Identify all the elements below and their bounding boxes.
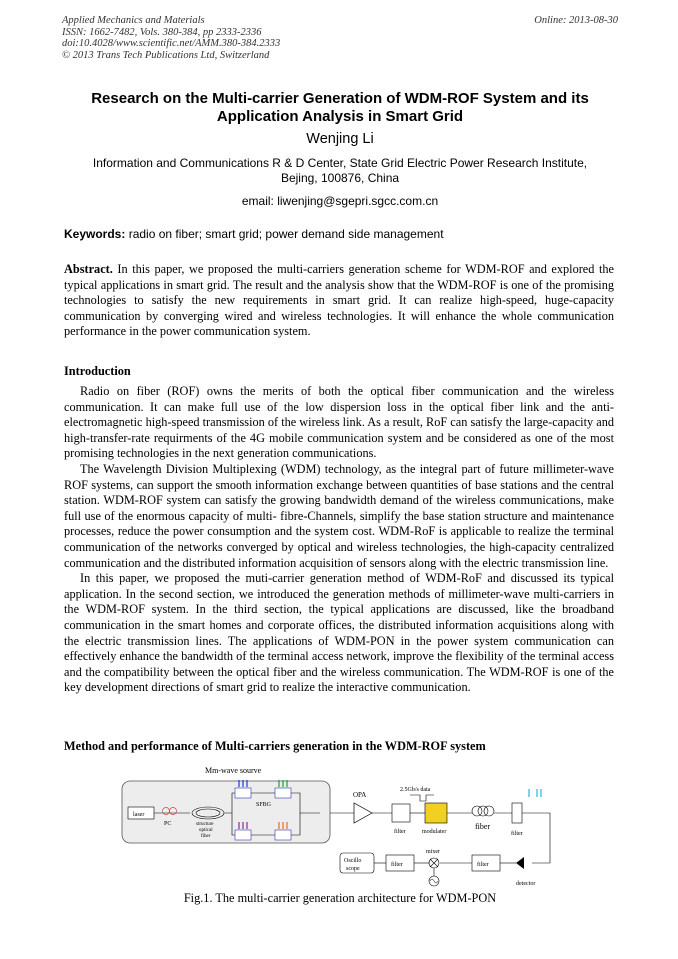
abstract [64,262,614,340]
sfbg-label: SFBG [256,802,272,808]
figure-caption: Fig.1. The multi-carrier generation architecture for WDM-PON [183,891,497,905]
filter-1 [392,804,410,822]
sfbg-2 [275,788,291,798]
opa-label: OPA [353,791,367,799]
fiber-small-label: fiber [201,834,211,839]
opa-amplifier-icon [354,803,372,823]
title-line-1: Research on the Multi-carrier Generation of WDM-ROF System and its [91,90,589,107]
online-date: Online: 2013-08-30 [534,15,618,26]
doi: doi:10.4028/www.scientific.net/AMM.380-384.2333 [62,38,281,49]
oscillo-label-2: scope [346,866,360,872]
detector-label: detector [516,881,536,887]
introduction [64,384,614,696]
issn: ISSN: 1662-7482, Vols. 380-384, pp 2333-2336 [62,26,262,38]
filter-1-label: filter [394,829,406,835]
intro-paragraph-2: The Wavelength Division Multiplexing (WDM) technology, as the integral part of future millimeter-wave ROF systems, can support the smooth information exchange between quantities of base stations and the central station. WDM-ROF system can satisfy the growing bandwidth demand of the wireless communications, make full use of the enormous capacity of multi- fibre-Channels, simplify the base station structure and maintenance processes, reduce the power consumption and the system cost. WDM-RoF is applicable to realize the terminal communication of the networks converged by optical and wireless technologies, the high-capacity centralized communication and the distributed information acquisition of sensors along with the electric transmission line. [64,461,614,570]
intro-heading: Introduction [64,364,131,378]
email: email: liwenjing@sgepri.sgcc.com.cn [241,194,439,208]
fiber-label: fiber [475,822,491,831]
method-heading: Method and performance of Multi-carriers generation in the WDM-ROF system [64,739,486,753]
filter-4-label: filter [391,862,403,868]
journal-name: Applied Mechanics and Materials [62,15,205,26]
fiber-spool-icon [472,806,482,816]
author: Wenjing Li [306,131,374,147]
modulater-label: modulater [422,829,447,835]
modulator-icon [425,803,447,823]
mixer-label: mixer [426,849,440,855]
filter-2 [512,803,522,823]
keywords-label: Keywords: [64,227,126,241]
intro-paragraph-3: In this paper, we proposed the muti-carrier generation method of WDM-RoF and discussed its typical application. In the second section, we introduced the generation methods of millimeter-wave multi-carriers in the WDM-ROF system. In the third section, the typical applications are discussed, like the broadband communication in the smart homes and corporate offices, the distributed information acquisitions along with the electric transmission lines. The applications of WDM-PON in the power system communication can effectively enhance the bandwidth of the terminal access network, improve the flexibility of the terminal access and the compatibility between the optical fiber and the wireless communication. The WDM-ROF is one of the key development directions of smart grid to realize the interactive communication. [64,571,614,695]
abstract-label: Abstract. [64,262,113,276]
paper-title [60,90,620,126]
title-line-2: Application Analysis in Smart Grid [216,108,464,125]
structure-label: structure [196,822,214,827]
sfbg-3 [235,830,251,840]
journal-header [62,15,618,61]
data-rate-label: 2.5Gb/s data [400,787,431,793]
affiliation-line-2: Bejing, 100876, China [280,171,400,185]
keywords-text: radio on fiber; smart grid; power demand side management [125,227,444,241]
sfbg-4 [275,830,291,840]
keywords [64,227,624,241]
laser-label: laser [133,812,145,818]
mmwave-label: Mm-wave sourve [205,766,262,775]
abstract-text: In this paper, we proposed the multi-carriers generation scheme for WDM-ROF and explored the typical applications in smart grid. The result and the analysis show that the WDM-ROF is one of the promising technologies to satisfy the new requirements in smart grid. It can realize high-speed, huge-capacity communication by converging wired and wireless technologies. It will enhance the whole communication performance in the power communication system. [64,262,614,339]
affiliation [70,156,610,186]
copyright: © 2013 Trans Tech Publications Ltd, Switzerland [62,49,270,61]
affiliation-line-1: Information and Communications R & D Center, State Grid Electric Power Research Institute, [92,156,588,170]
filter-3-label: filter [477,862,489,868]
architecture-figure [120,763,560,893]
detector-icon [516,857,524,869]
output-carrier-arrows [529,789,541,797]
pc-label: PC [164,821,172,827]
oscillo-label-1: Oscillo [344,858,362,864]
sfbg-1 [235,788,251,798]
optical-label: optical [199,828,213,833]
filter-2-label: filter [511,831,523,837]
intro-paragraph-1: Radio on fiber (ROF) owns the merits of both the optical fiber communication and the wireless communication. It can make full use of the low dispersion loss in the optical fiber link and the anti-electromagnetic high-speed transmission of the wireless link. As a result, RoF can satisfy the large-capacity and high-transfer-rate requirments of the 4G mobile communication system and be considered as one of the most promising technologies in the next generation communications. [64,384,614,461]
